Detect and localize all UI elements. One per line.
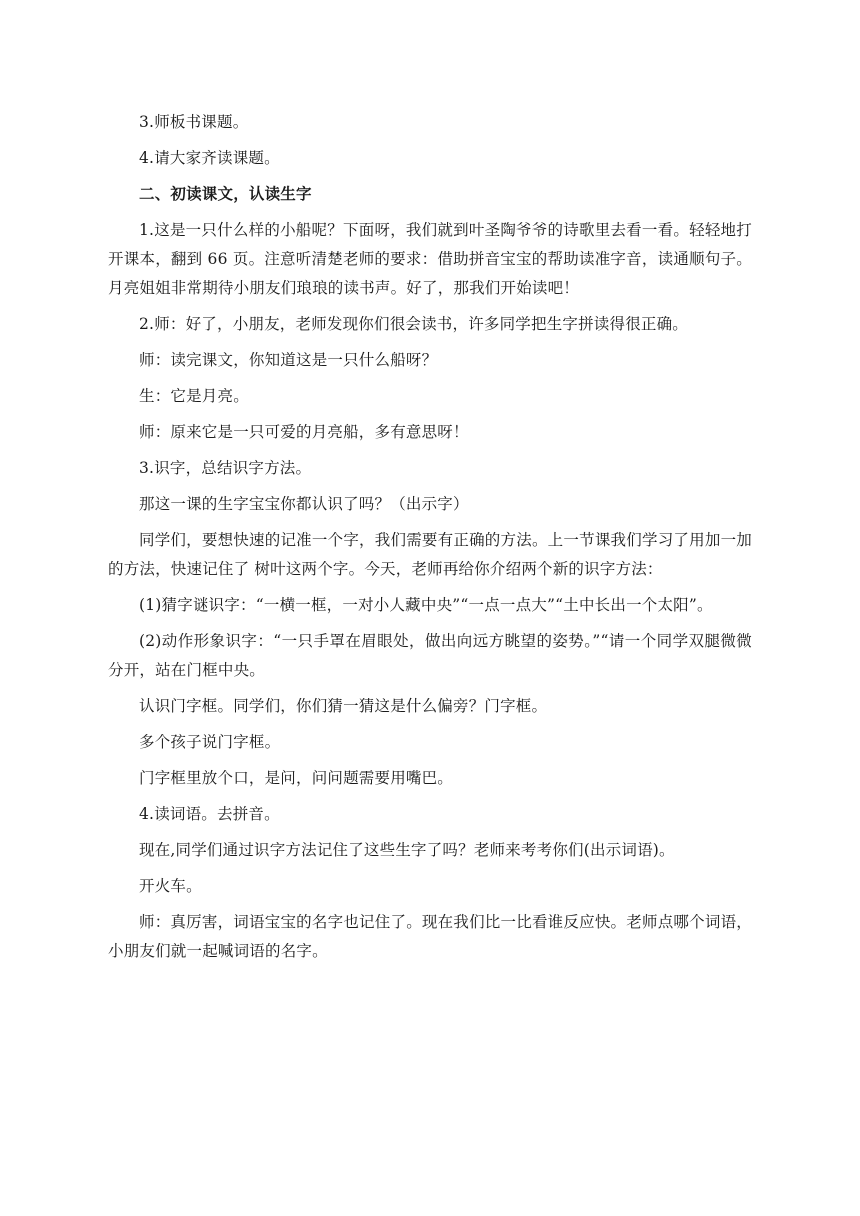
paragraph-show-words: 现在,同学们通过识字方法记住了这些生字了吗？老师来考考你们(出示词语)。 xyxy=(139,841,675,859)
paragraph-methods-intro: 同学们，要想快速的记准一个字，我们需要有正确的方法。上一节课我们学习了用加一加的方法，快速记住了 树叶这两个字。今天，老师再给你介绍两个新的识字方法： xyxy=(108,531,752,578)
paragraph-teacher-praise: 2.师：好了，小朋友，老师发现你们很会读书，许多同学把生字拼读得很正确。 xyxy=(139,315,688,333)
paragraph-boat-question: 1.这是一只什么样的小船呢？下面呀，我们就到叶圣陶爷爷的诗歌里去看一看。轻轻地打开课本，翻到 66 页。注意听清楚老师的要求：借助拼音宝宝的帮助读准字音，读通顺句子。月亮姐姐非常期待小朋友们琅琅的读书声。好了，那我们开始读吧！ xyxy=(108,221,752,297)
document-page xyxy=(108,108,752,973)
paragraph-children-say: 多个孩子说门字框。 xyxy=(139,733,281,751)
paragraph-reaction-game: 师：真厉害，词语宝宝的名字也记住了。现在我们比一比看谁反应快。老师点哪个词语，小朋友们就一起喊词语的名字。 xyxy=(108,913,752,960)
paragraph-teacher-ask-boat: 师：读完课文，你知道这是一只什么船呀？ xyxy=(139,351,438,369)
paragraph-show-characters: 那这一课的生字宝宝你都认识了吗？（出示字） xyxy=(139,495,469,513)
paragraph-train-game: 开火车。 xyxy=(139,877,202,895)
paragraph-literacy-method: 3.识字，总结识字方法。 xyxy=(139,459,312,477)
paragraph-teacher-moon-boat: 师：原来它是一只可爱的月亮船，多有意思呀！ xyxy=(139,423,469,441)
paragraph-riddle-method: (1)猜字谜识字：“一横一框，一对小人藏中央”“一点一点大”“土中长出一个太阳”。 xyxy=(139,596,713,614)
paragraph-ask-mouth: 门字框里放个口，是问，问问题需要用嘴巴。 xyxy=(139,769,454,787)
paragraph-door-radical: 认识门字框。同学们，你们猜一猜这是什么偏旁？门字框。 xyxy=(139,697,548,715)
paragraph-read-words: 4.读词语。去拼音。 xyxy=(139,805,280,823)
paragraph-teacher-writes-title: 3.师板书课题。 xyxy=(139,113,249,131)
paragraph-action-method: (2)动作形象识字：“一只手罩在眉眼处，做出向远方眺望的姿势。”“请一个同学双腿微微分开，站在门框中央。 xyxy=(108,632,752,679)
paragraph-read-title: 4.请大家齐读课题。 xyxy=(139,149,280,167)
paragraph-student-answer: 生：它是月亮。 xyxy=(139,387,249,405)
section-heading-first-reading: 二、初读课文，认读生字 xyxy=(139,185,312,203)
